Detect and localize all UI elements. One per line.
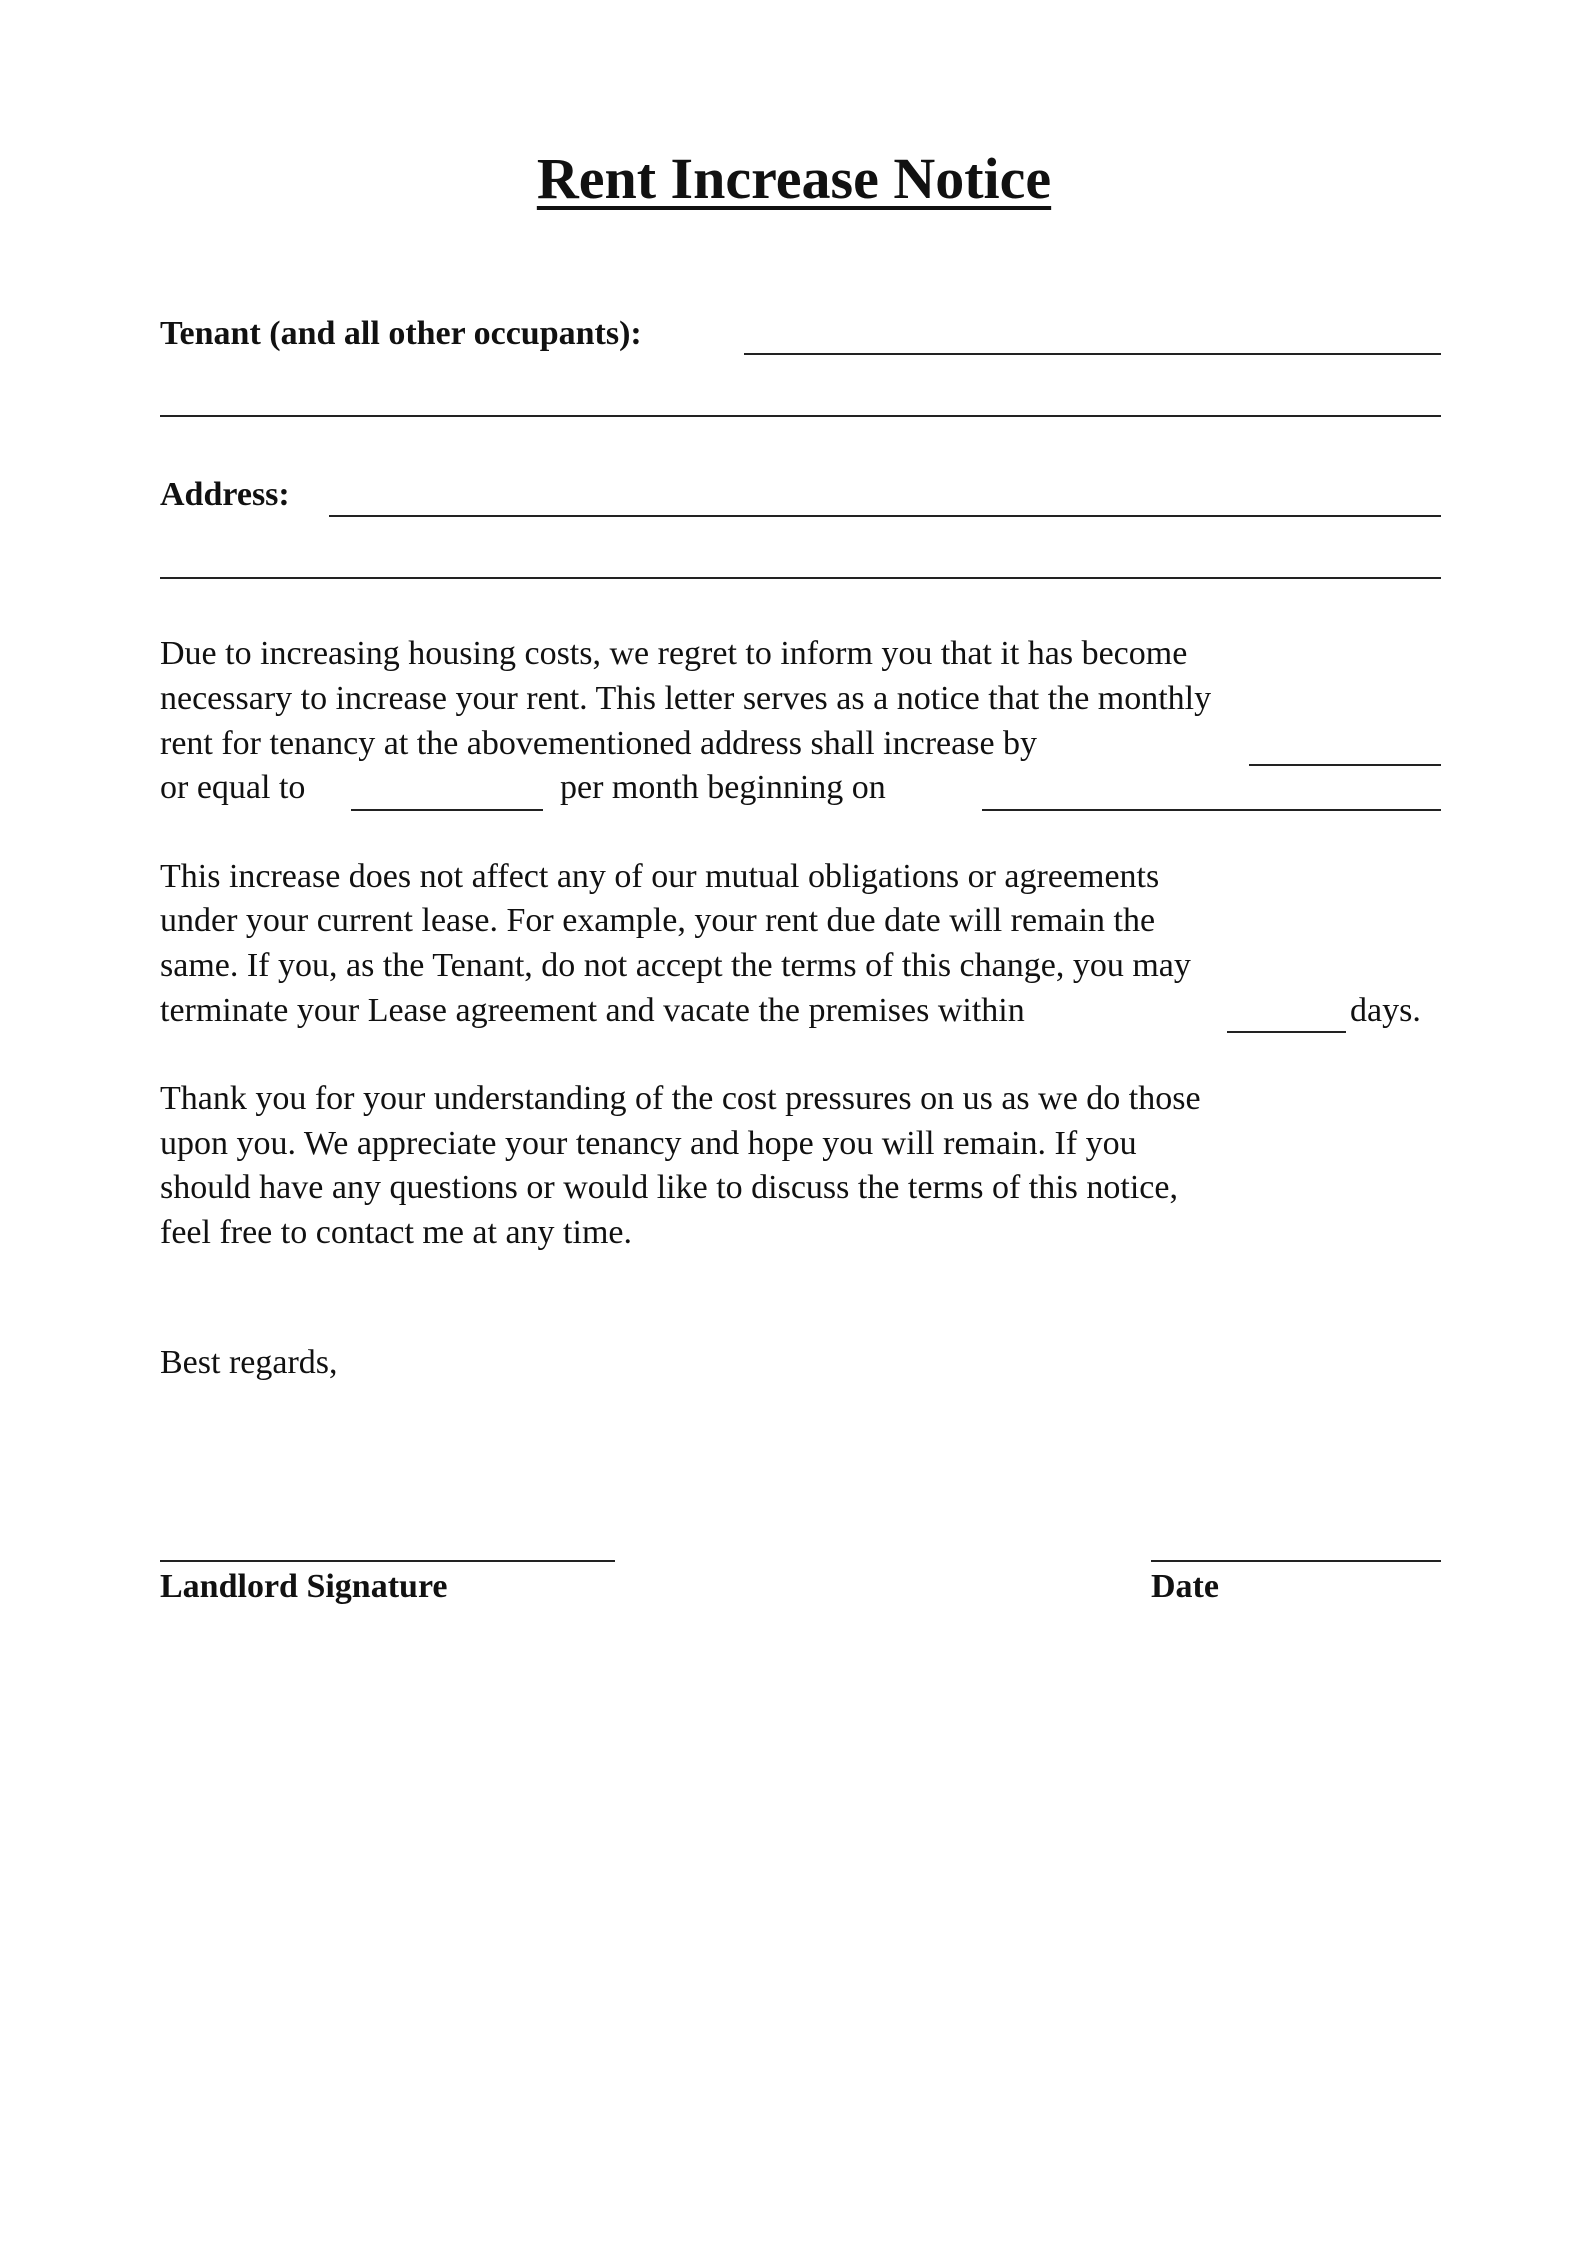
paragraph3-line3: should have any questions or would like to discuss the terms of this notice, — [160, 1169, 1178, 1206]
paragraph2-line2: under your current lease. For example, your rent due date will remain the — [160, 902, 1156, 939]
date-line[interactable] — [1151, 1560, 1441, 1562]
paragraph1-line4a: or equal to — [160, 769, 306, 806]
paragraph2-line4a: terminate your Lease agreement and vacate the premises within — [160, 992, 1025, 1029]
tenant-field-line-2[interactable] — [160, 415, 1441, 417]
tenant-label: Tenant (and all other occupants): — [160, 315, 642, 352]
paragraph3-line2: upon you. We appreciate your tenancy and hope you will remain. If you — [160, 1125, 1137, 1162]
landlord-signature-label: Landlord Signature — [160, 1568, 448, 1605]
paragraph1-line1: Due to increasing housing costs, we regret to inform you that it has become — [160, 635, 1188, 672]
paragraph3-line1: Thank you for your understanding of the cost pressures on us as we do those — [160, 1080, 1201, 1117]
paragraph1-line2: necessary to increase your rent. This letter serves as a notice that the monthly — [160, 680, 1212, 717]
paragraph2-line4b: days. — [1350, 992, 1421, 1029]
address-field-line-1[interactable] — [329, 515, 1441, 517]
beginning-date-blank[interactable] — [982, 809, 1441, 811]
paragraph2-line1: This increase does not affect any of our mutual obligations or agreements — [160, 858, 1160, 895]
paragraph1-line3: rent for tenancy at the abovementioned address shall increase by — [160, 725, 1038, 762]
days-blank[interactable] — [1227, 1031, 1346, 1033]
date-label: Date — [1151, 1568, 1219, 1605]
title-text: Rent Increase Notice — [536, 146, 1052, 211]
paragraph1-line4b: per month beginning on — [560, 769, 886, 806]
document-title — [0, 146, 1588, 211]
increase-equal-blank[interactable] — [351, 809, 543, 811]
landlord-signature-line[interactable] — [160, 1560, 615, 1562]
increase-amount-blank[interactable] — [1249, 764, 1441, 766]
closing: Best regards, — [160, 1344, 338, 1381]
address-label: Address: — [160, 476, 290, 513]
paragraph3-line4: feel free to contact me at any time. — [160, 1214, 632, 1251]
address-field-line-2[interactable] — [160, 577, 1441, 579]
tenant-field-line-1[interactable] — [744, 353, 1441, 355]
paragraph2-line3: same. If you, as the Tenant, do not accept the terms of this change, you may — [160, 947, 1191, 984]
